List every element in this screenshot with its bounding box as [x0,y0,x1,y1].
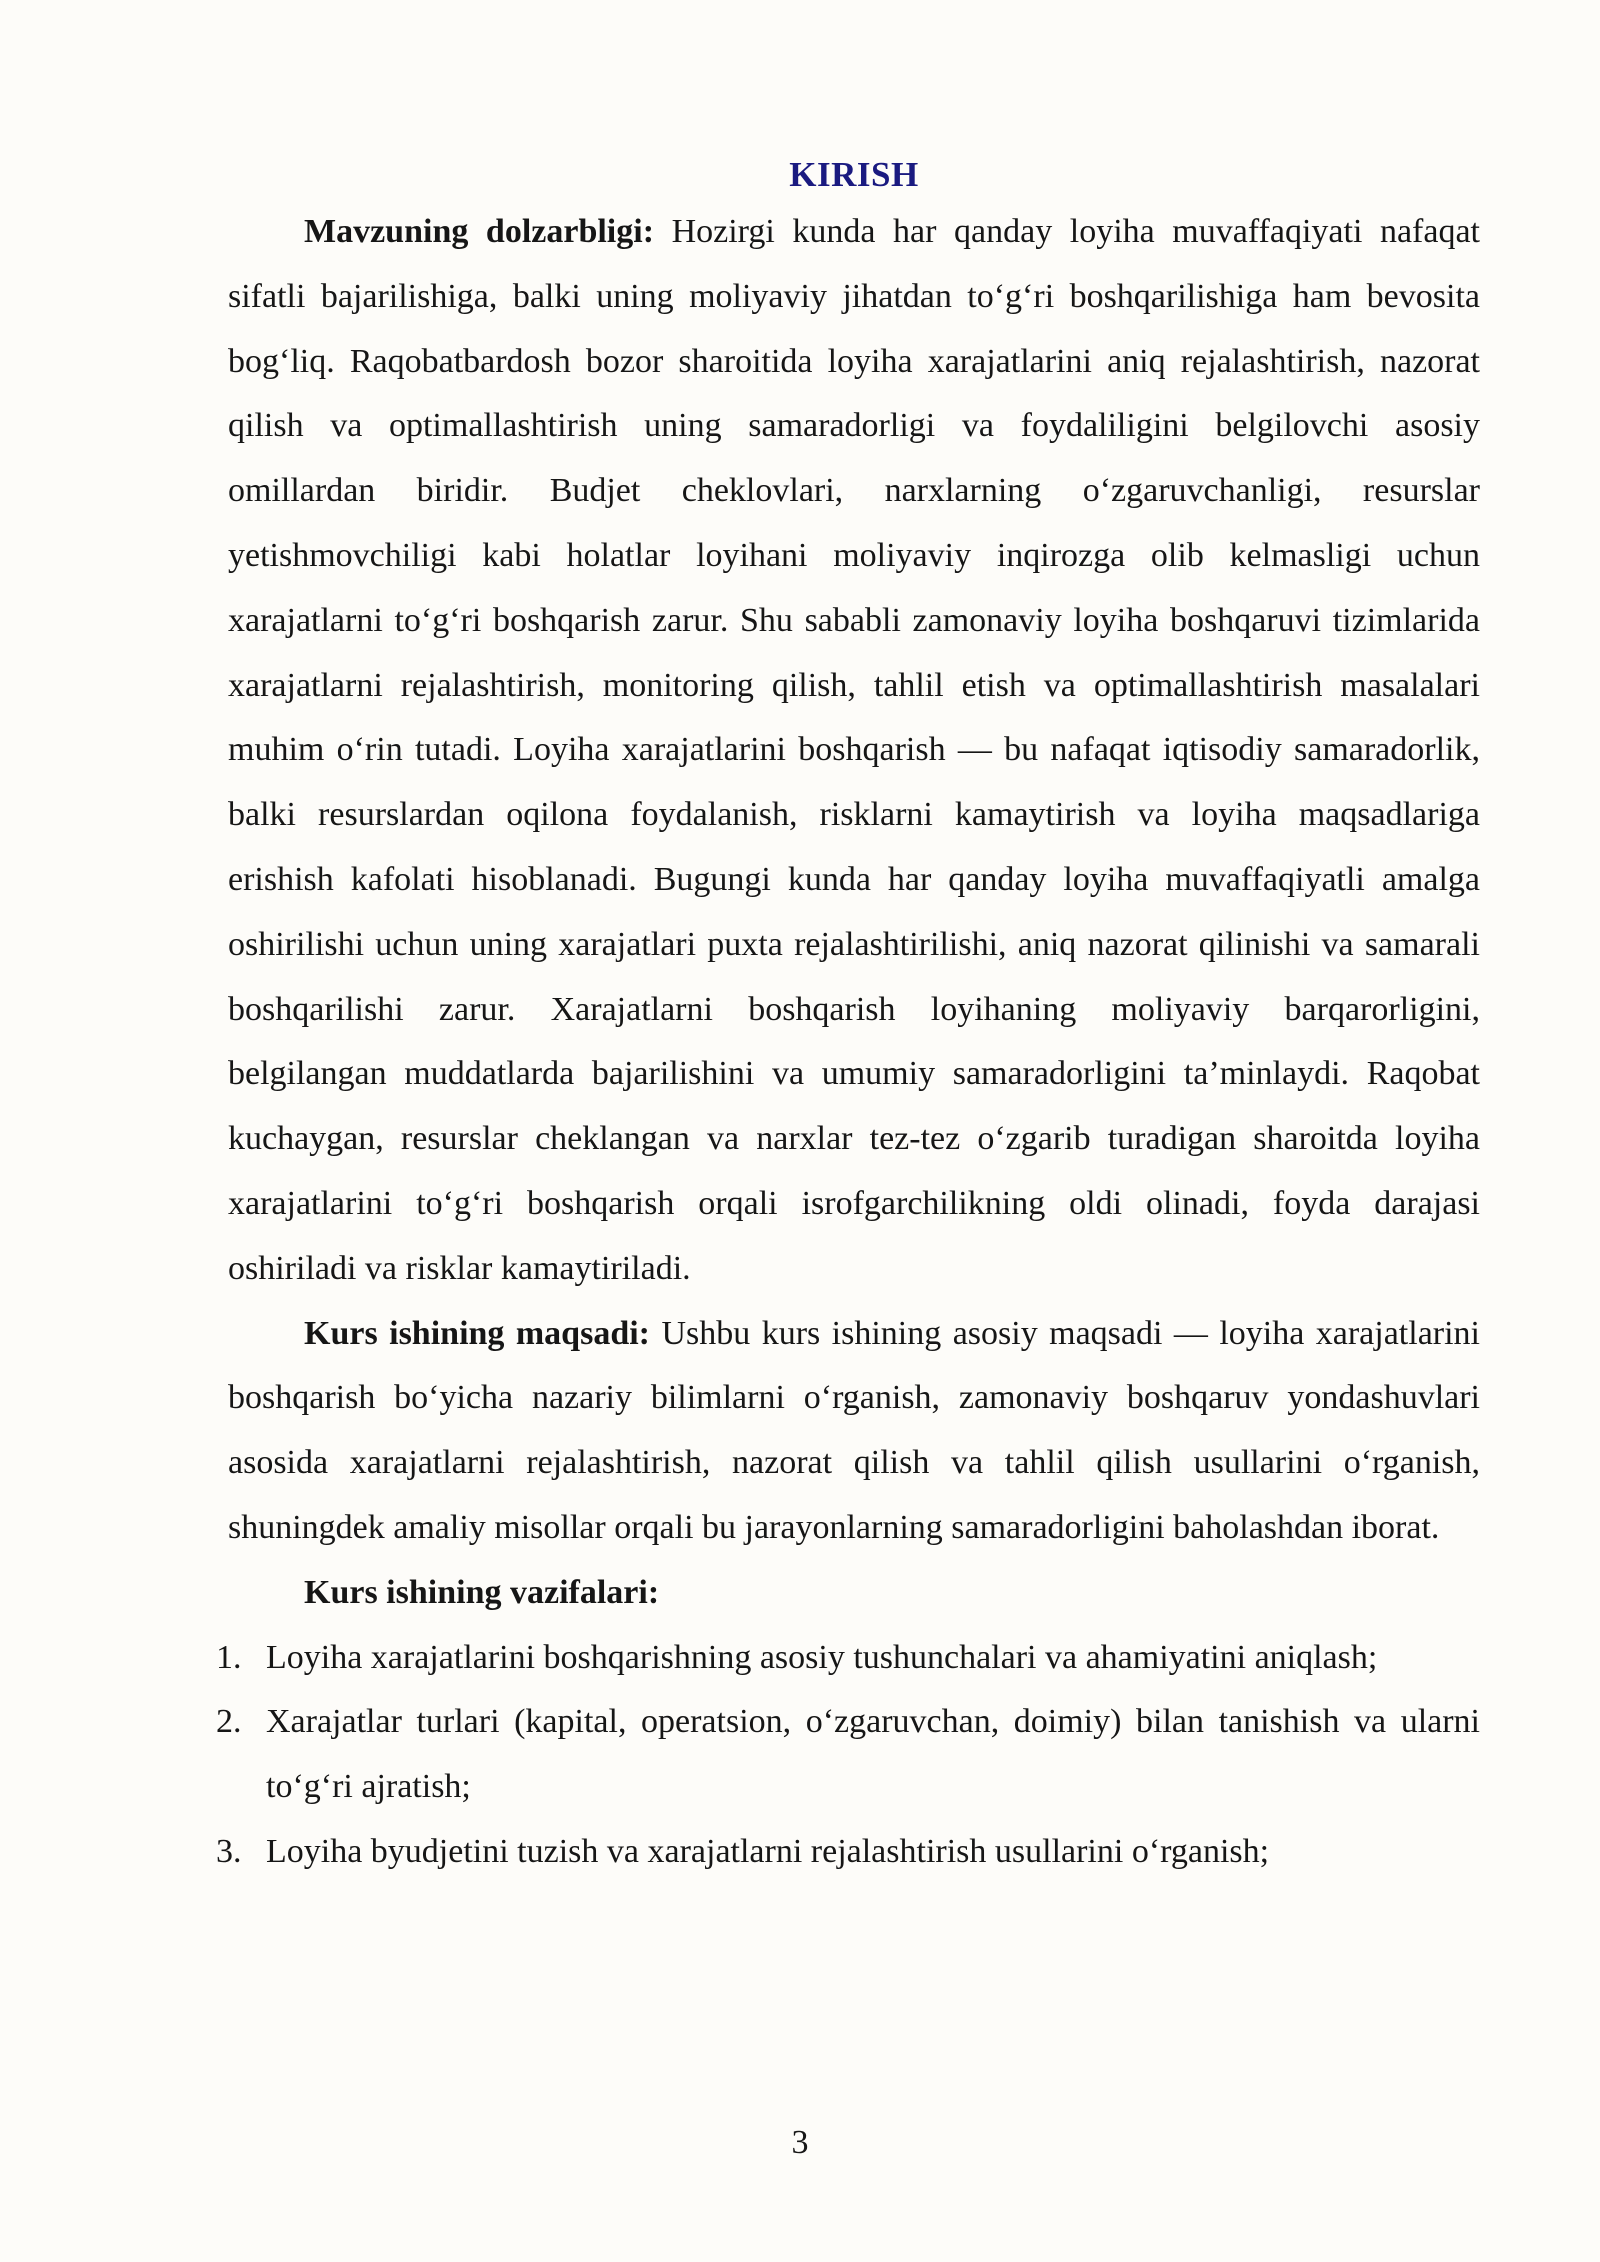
page-number: 3 [791,2124,809,2161]
tasks-heading: Kurs ishining vazifalari: [304,1573,660,1611]
list-item-number: 1. [216,1638,242,1676]
list-item-text: Xarajatlar turlari (kapital, operatsion, o‘zgaruvchan, doimiy) bilan tanishish va ularni to‘g‘ri ajratish; [266,1703,1480,1806]
list-item [216,1626,1480,1691]
list-item-number: 2. [216,1703,242,1741]
list-item [216,1690,1480,1820]
relevance-paragraph [228,200,1480,1302]
relevance-lead: Mavzuning dolzarbligi: [304,213,655,250]
section-title: KIRISH [789,155,919,194]
page-content [216,150,1481,1885]
list-item-number: 3. [216,1832,242,1870]
tasks-list [216,1626,1480,1885]
list-item [216,1820,1480,1885]
goal-lead: Kurs ishining maqsadi: [304,1314,651,1352]
relevance-text: Hozirgi kunda har qanday loyiha muvaffaqiyati nafaqat sifatli bajarilishiga, balki uning moliyaviy jihatdan to‘g‘ri boshqarilishiga ham bevosita bog‘liq. Raqobatbardosh bozor sharoitida loyiha xarajatlarini aniq rejalashtirish, nazorat qilish va optimallashtirish uning samaradorligi va foydaliligini belgilovchi asosiy omillardan biridir. Budjet cheklovlari, narxlarning o‘zgaruvchanligi, resurslar yetishmovchiligi kabi holatlar loyihani moliyaviy inqirozga olib kelmasligi uchun xarajatlarni to‘g‘ri boshqarish zarur. Shu sababli zamonaviy loyiha boshqaruvi tizimlarida xarajatlarni rejalashtirish, monitoring qilish, tahlil etish va optimallashtirish masalalari muhim o‘rin tutadi. Loyiha xarajatlarini boshqarish — bu nafaqat iqtisodiy samaradorlik, balki resurslardan oqilona foydalanish, risklarni kamaytirish va loyiha maqsadlariga erishish kafolati hisoblanadi. Bugungi kunda har qanday loyiha muvaffaqiyatli amalga oshirilishi uchun uning xarajatlari puxta rejalashtirilishi, aniq nazorat qilinishi va samarali boshqarilishi zarur. Xarajatlarni boshqarish loyihaning moliyaviy barqarorligini, belgilangan muddatlarda bajarilishini va umumiy samaradorligini ta’minlaydi. Raqobat kuchaygan, resurslar cheklangan va narxlar tez-tez o‘zgarib turadigan sharoitda loyiha xarajatlarini to‘g‘ri boshqarish orqali isrofgarchilikning oldi olinadi, foyda darajasi oshiriladi va risklar kamaytiriladi. [228,213,1480,1287]
goal-text: Ushbu kurs ishining asosiy maqsadi — loyiha xarajatlarini boshqarish bo‘yicha nazariy bilimlarni o‘rganish, zamonaviy boshqaruv yondashuvlari asosida xarajatlarni rejalashtirish, nazorat qilish va tahlil qilish usullarini o‘rganish, shuningdek amaliy misollar orqali bu jarayonlarning samaradorligini baholashdan iborat. [228,1314,1481,1546]
list-item-text: Loyiha byudjetini tuzish va xarajatlarni rejalashtirish usullarini o‘rganish; [266,1832,1270,1870]
list-item-text: Loyiha xarajatlarini boshqarishning asosiy tushunchalari va ahamiyatini aniqlash; [266,1638,1378,1676]
goal-paragraph [228,1302,1480,1561]
